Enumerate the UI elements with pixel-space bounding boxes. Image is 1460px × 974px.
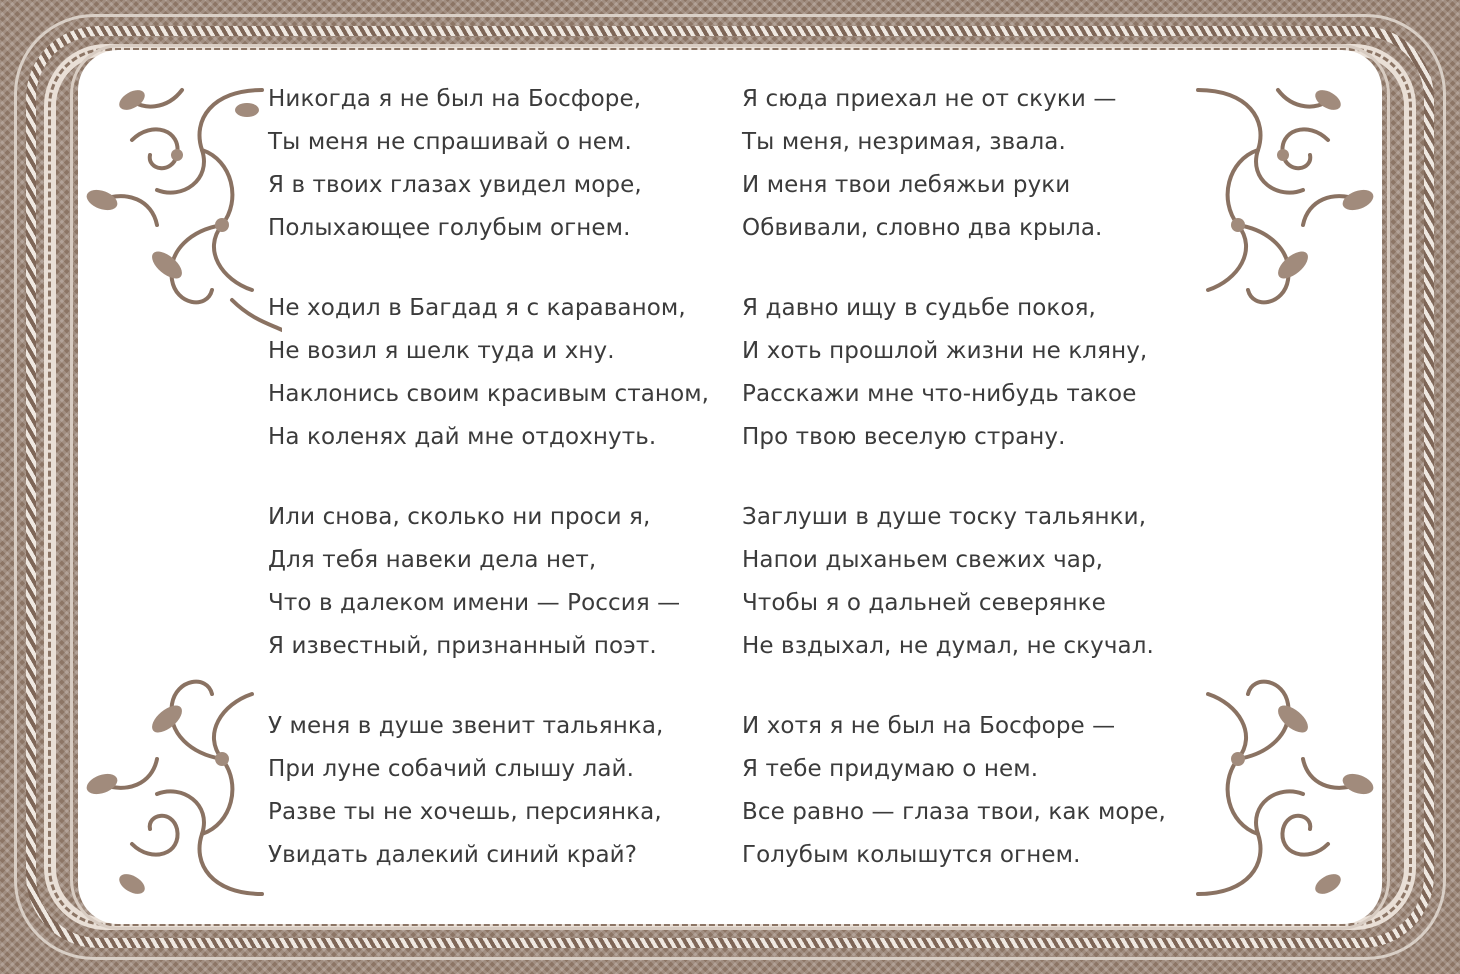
poem-line: На коленях дай мне отдохнуть. bbox=[268, 424, 657, 450]
stanza bbox=[742, 705, 1182, 877]
poem-line: Разве ты не хочешь, персиянка, bbox=[268, 799, 662, 825]
poem-line: Увидать далекий синий край? bbox=[268, 842, 638, 868]
poem-line: Я тебе придумаю о нем. bbox=[742, 756, 1039, 782]
poem-line: Или снова, сколько ни проси я, bbox=[268, 504, 651, 530]
floral-scroll-ornament-icon bbox=[1178, 50, 1388, 340]
poem-line: Заглуши в душе тоску тальянки, bbox=[742, 504, 1147, 530]
stanza bbox=[742, 287, 1182, 459]
stanza bbox=[742, 496, 1182, 668]
stanza bbox=[268, 705, 728, 877]
poem-line: Я известный, признанный поэт. bbox=[268, 633, 657, 659]
floral-scroll-ornament-icon bbox=[72, 50, 282, 340]
stanza bbox=[268, 287, 728, 459]
stanza bbox=[268, 496, 728, 668]
poem-line: Полыхающее голубым огнем. bbox=[268, 215, 631, 241]
poem-line: Не ходил в Багдад я с караваном, bbox=[268, 295, 686, 321]
poem-line: Что в далеком имени — Россия — bbox=[268, 590, 681, 616]
poem-line: При луне собачий слышу лай. bbox=[268, 756, 634, 782]
poem-left-column bbox=[268, 78, 728, 914]
poem-line: Расскажи мне что-нибудь такое bbox=[742, 381, 1137, 407]
poem-line: Не вздыхал, не думал, не скучал. bbox=[742, 633, 1154, 659]
poem-line: Напои дыханьем свежих чар, bbox=[742, 547, 1104, 573]
poem-line: Я давно ищу в судьбе покоя, bbox=[742, 295, 1096, 321]
poem-line: Чтобы я о дальней северянке bbox=[742, 590, 1106, 616]
poem-line: И хоть прошлой жизни не кляну, bbox=[742, 338, 1148, 364]
poem-line: Я в твоих глазах увидел море, bbox=[268, 172, 642, 198]
poem-line: Про твою веселую страну. bbox=[742, 424, 1066, 450]
poem-line: У меня в душе звенит тальянка, bbox=[268, 713, 664, 739]
stanza bbox=[268, 78, 728, 250]
floral-scroll-ornament-icon bbox=[1178, 644, 1388, 934]
poem-line: Не возил я шелк туда и хну. bbox=[268, 338, 615, 364]
poem-line: Ты меня не спрашивай о нем. bbox=[268, 129, 632, 155]
stanza bbox=[742, 78, 1182, 250]
poem-line: И хотя я не был на Босфоре — bbox=[742, 713, 1116, 739]
poem-line: Все равно — глаза твои, как море, bbox=[742, 799, 1166, 825]
poem-line: Наклонись своим красивым станом, bbox=[268, 381, 710, 407]
poem-line: Ты меня, незримая, звала. bbox=[742, 129, 1066, 155]
poem-line: Никогда я не был на Босфоре, bbox=[268, 86, 642, 112]
floral-scroll-ornament-icon bbox=[72, 644, 282, 934]
poem-right-column bbox=[742, 78, 1182, 914]
poem-line: Я сюда приехал не от скуки — bbox=[742, 86, 1117, 112]
poem-line: Голубым колышутся огнем. bbox=[742, 842, 1081, 868]
poem-line: Обвивали, словно два крыла. bbox=[742, 215, 1103, 241]
poem-line: И меня твои лебяжьи руки bbox=[742, 172, 1071, 198]
poem-line: Для тебя навеки дела нет, bbox=[268, 547, 597, 573]
